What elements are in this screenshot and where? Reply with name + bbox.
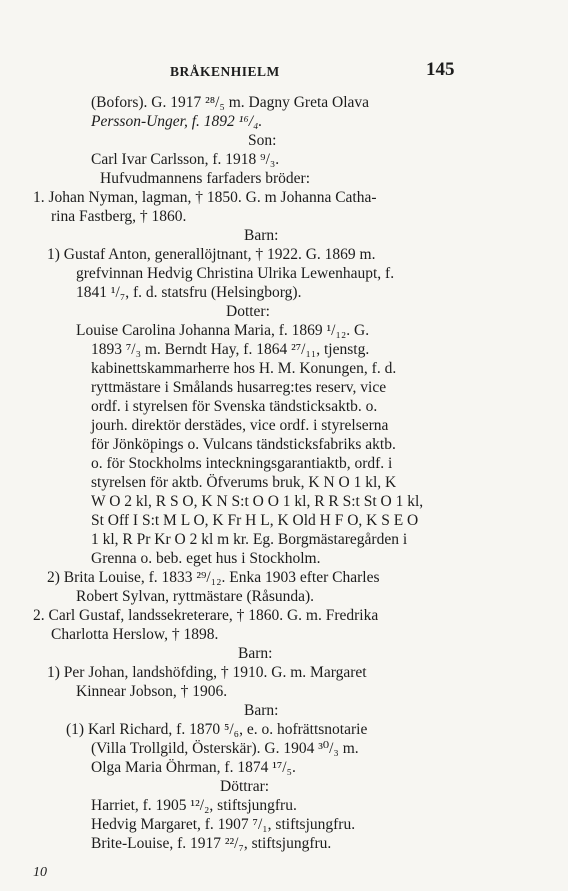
text-line: ryttmästare i Smålands husarreg:tes reserv, vice bbox=[91, 379, 387, 396]
text-line: ordf. i styrelsen för Svenska tändsticksaktb. o. bbox=[91, 398, 378, 415]
text-line: Robert Sylvan, ryttmästare (Råsunda). bbox=[76, 588, 315, 605]
text-line: Hufvudmannens farfaders bröder: bbox=[100, 170, 311, 187]
text-line: 1 kl, R Pr Kr O 2 kl m kr. Eg. Borgmästaregården i bbox=[91, 531, 408, 548]
text-line: o. för Stockholms inteckningsgarantiaktb, ordf. i bbox=[91, 455, 393, 472]
text-line: (Bofors). G. 1917 ²⁸/₅ m. Dagny Greta Olava bbox=[91, 94, 370, 111]
text-line: styrelsen för aktb. Öfverums bruk, K N O 1 kl, K bbox=[91, 474, 397, 491]
text-line: för Jönköpings o. Vulcans tändsticksfabriks aktb. bbox=[91, 436, 396, 453]
text-line: jourh. direktör derstädes, vice ordf. i styrelserna bbox=[91, 417, 389, 434]
text-line: 2. Carl Gustaf, landssekreterare, † 1860. G. m. Fredrika bbox=[33, 607, 379, 624]
text-line: Kinnear Jobson, † 1906. bbox=[76, 683, 228, 700]
signature-mark: 10 bbox=[33, 865, 47, 880]
text-line: 2) Brita Louise, f. 1833 ²⁹/₁₂. Enka 1903 efter Charles bbox=[47, 569, 380, 586]
text-line: Brite-Louise, f. 1917 ²²/₇, stiftsjungfru. bbox=[91, 835, 332, 852]
page-header bbox=[0, 0, 568, 100]
text-line: 1) Gustaf Anton, generallöjtnant, † 1922. G. 1869 m. bbox=[47, 246, 376, 263]
text-line: W O 2 kl, R S O, K N S:t O O 1 kl, R R S:t St O 1 kl, bbox=[91, 493, 424, 510]
text-line: (1) Karl Richard, f. 1870 ⁵/₆, e. o. hofrättsnotarie bbox=[66, 721, 368, 738]
running-title: BRÅKENHIELM bbox=[170, 64, 280, 79]
text-line: Harriet, f. 1905 ¹²/₂, stiftsjungfru. bbox=[91, 797, 297, 814]
text-line: Barn: bbox=[244, 227, 279, 244]
text-line: Hedvig Margaret, f. 1907 ⁷/₁, stiftsjungfru. bbox=[91, 816, 356, 833]
text-line: Barn: bbox=[244, 702, 279, 719]
text-line: Carl Ivar Carlsson, f. 1918 ⁹/₃. bbox=[91, 151, 280, 168]
text-line: Dotter: bbox=[226, 303, 270, 320]
page-number: 145 bbox=[426, 59, 455, 80]
text-line: St Off I S:t M L O, K Fr H L, K Old H F O, K S E O bbox=[91, 512, 419, 529]
text-line: Olga Maria Öhrman, f. 1874 ¹⁷/₅. bbox=[91, 759, 296, 776]
text-line: (Villa Trollgild, Österskär). G. 1904 ³⁰/₃ m. bbox=[91, 740, 359, 757]
text-line: grefvinnan Hedvig Christina Ulrika Lewenhaupt, f. bbox=[76, 265, 395, 282]
text-line: 1) Per Johan, landshöfding, † 1910. G. m. Margaret bbox=[47, 664, 367, 681]
text-line: Louise Carolina Johanna Maria, f. 1869 ¹/₁₂. G. bbox=[76, 322, 370, 339]
text-line: Grenna o. beb. eget hus i Stockholm. bbox=[91, 550, 321, 567]
text-line: Son: bbox=[248, 132, 277, 149]
text-line: rina Fastberg, † 1860. bbox=[51, 208, 187, 225]
text-line: kabinettskammarherre hos H. M. Konungen, f. d. bbox=[91, 360, 397, 377]
text-line: Döttrar: bbox=[220, 778, 270, 795]
text-line: Persson-Unger, f. 1892 ¹⁶/₄. bbox=[91, 113, 263, 130]
text-line: Barn: bbox=[238, 645, 273, 662]
text-line: 1841 ¹/₇, f. d. statsfru (Helsingborg). bbox=[76, 284, 302, 301]
text-line: 1. Johan Nyman, lagman, † 1850. G. m Johanna Catha- bbox=[33, 189, 377, 206]
text-line: 1893 ⁷/₃ m. Berndt Hay, f. 1864 ²⁷/₁₁, tjenstg. bbox=[91, 341, 370, 358]
text-line: Charlotta Herslow, † 1898. bbox=[51, 626, 219, 643]
